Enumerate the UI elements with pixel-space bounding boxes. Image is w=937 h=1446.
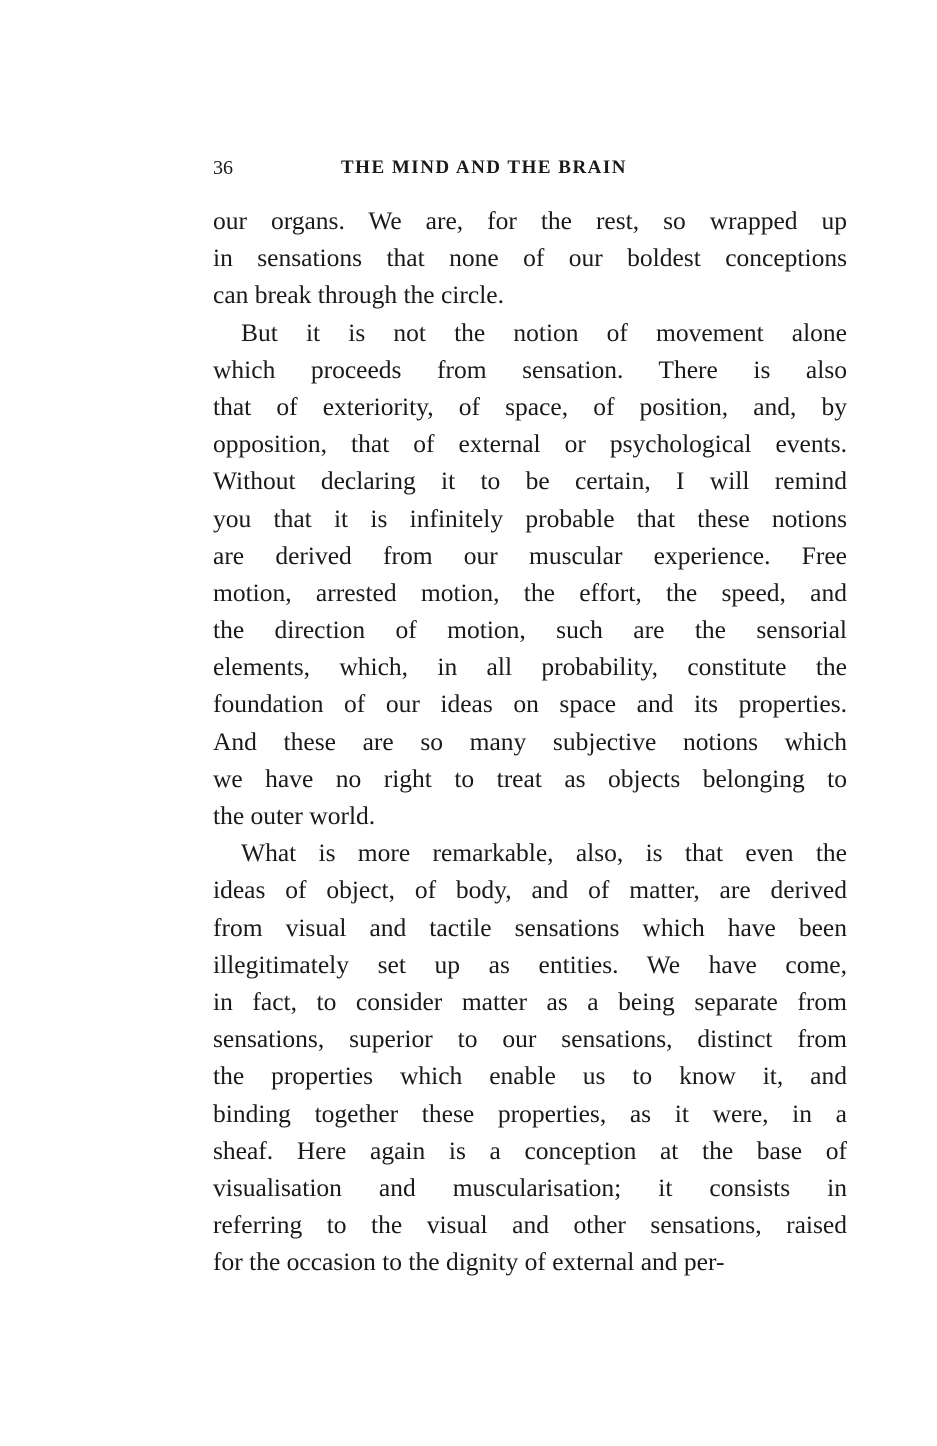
text-line: we have no right to treat as objects belonging to xyxy=(213,763,847,793)
running-title: THE MIND AND THE BRAIN xyxy=(341,157,628,178)
text-line: foundation of our ideas on space and its properties. xyxy=(213,689,847,719)
text-line: our organs. We are, for the rest, so wrapped up xyxy=(213,206,847,235)
text-line: sheaf. Here again is a conception at the base of xyxy=(213,1135,847,1165)
text-line: the direction of motion, such are the sensorial xyxy=(213,615,847,645)
text-line: binding together these properties, as it were, in a xyxy=(213,1098,847,1128)
text-line: can break through the circle. xyxy=(213,280,504,310)
text-line: you that it is infinitely probable that these notions xyxy=(213,503,847,533)
running-header xyxy=(213,155,847,185)
text-line: sensations, superior to our sensations, distinct from xyxy=(213,1024,847,1054)
text-line: And these are so many subjective notions which xyxy=(213,726,847,756)
text-line: in sensations that none of our boldest conceptions xyxy=(213,243,847,273)
text-line: elements, which, in all probability, constitute the xyxy=(213,652,847,682)
text-line: But it is not the notion of movement alone xyxy=(241,317,847,347)
text-line: motion, arrested motion, the effort, the speed, and xyxy=(213,577,847,607)
text-line: that of exteriority, of space, of position, and, by xyxy=(213,391,847,421)
text-line: are derived from our muscular experience. Free xyxy=(213,540,847,570)
text-line: for the occasion to the dignity of external and per- xyxy=(213,1247,725,1277)
text-line: which proceeds from sensation. There is also xyxy=(213,354,847,384)
text-line: in fact, to consider matter as a being separate from xyxy=(213,986,847,1016)
text-line: Without declaring it to be certain, I will remind xyxy=(213,466,847,496)
text-line: the outer world. xyxy=(213,801,376,830)
text-line: from visual and tactile sensations which have been xyxy=(213,912,847,942)
text-line: referring to the visual and other sensations, raised xyxy=(213,1210,847,1240)
text-line: What is more remarkable, also, is that even the xyxy=(241,838,847,868)
page-number: 36 xyxy=(213,157,233,179)
text-line: the properties which enable us to know it, and xyxy=(213,1061,847,1091)
page-body xyxy=(213,202,847,1280)
text-line: ideas of object, of body, and of matter, are derived xyxy=(213,875,847,905)
text-line: illegitimately set up as entities. We have come, xyxy=(213,949,847,979)
text-line: opposition, that of external or psychological events. xyxy=(213,429,847,459)
text-line: visualisation and muscularisation; it consists in xyxy=(213,1172,847,1202)
